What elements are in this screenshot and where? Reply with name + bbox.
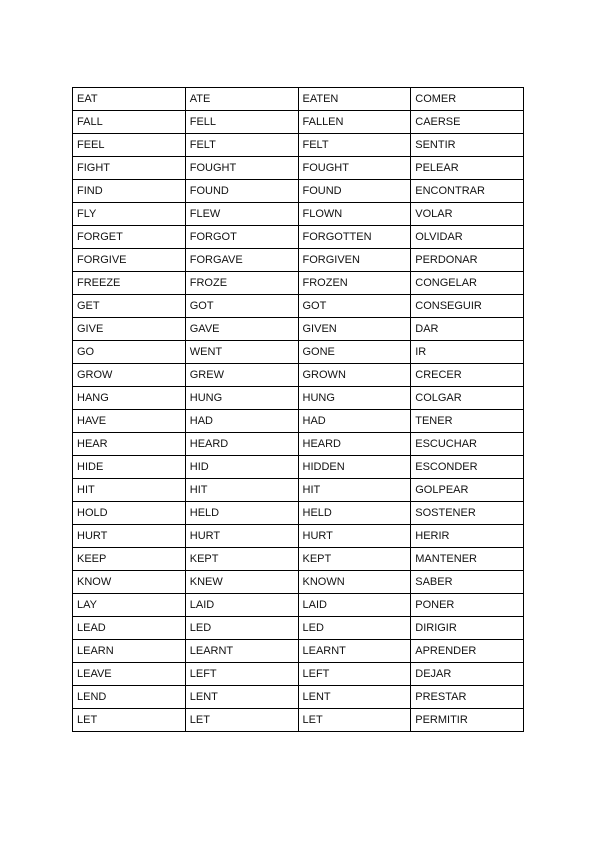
spanish-translation-cell: PRESTAR <box>411 686 524 709</box>
table-body <box>73 88 524 732</box>
past-simple-cell: FROZE <box>185 272 298 295</box>
base-form-cell: FEEL <box>73 134 186 157</box>
past-simple-cell: HID <box>185 456 298 479</box>
base-form-cell: GO <box>73 341 186 364</box>
past-participle-cell: FORGIVEN <box>298 249 411 272</box>
spanish-translation-cell: TENER <box>411 410 524 433</box>
spanish-translation-cell: CAERSE <box>411 111 524 134</box>
base-form-cell: HIDE <box>73 456 186 479</box>
base-form-cell: KNOW <box>73 571 186 594</box>
base-form-cell: HEAR <box>73 433 186 456</box>
spanish-translation-cell: OLVIDAR <box>411 226 524 249</box>
past-participle-cell: FOUND <box>298 180 411 203</box>
spanish-translation-cell: DIRIGIR <box>411 617 524 640</box>
base-form-cell: HOLD <box>73 502 186 525</box>
past-simple-cell: LET <box>185 709 298 732</box>
past-participle-cell: LAID <box>298 594 411 617</box>
past-simple-cell: LEARNT <box>185 640 298 663</box>
past-participle-cell: GIVEN <box>298 318 411 341</box>
base-form-cell: HURT <box>73 525 186 548</box>
base-form-cell: GROW <box>73 364 186 387</box>
table-row <box>73 387 524 410</box>
past-simple-cell: KNEW <box>185 571 298 594</box>
table-row <box>73 111 524 134</box>
past-participle-cell: LEARNT <box>298 640 411 663</box>
past-simple-cell: FELL <box>185 111 298 134</box>
past-simple-cell: HURT <box>185 525 298 548</box>
past-simple-cell: LAID <box>185 594 298 617</box>
past-participle-cell: FELT <box>298 134 411 157</box>
base-form-cell: LEND <box>73 686 186 709</box>
past-simple-cell: KEPT <box>185 548 298 571</box>
base-form-cell: FORGET <box>73 226 186 249</box>
table-row <box>73 525 524 548</box>
base-form-cell: GIVE <box>73 318 186 341</box>
past-participle-cell: LEFT <box>298 663 411 686</box>
spanish-translation-cell: MANTENER <box>411 548 524 571</box>
base-form-cell: FIND <box>73 180 186 203</box>
table-row <box>73 203 524 226</box>
table-row <box>73 157 524 180</box>
table-row <box>73 502 524 525</box>
spanish-translation-cell: GOLPEAR <box>411 479 524 502</box>
base-form-cell: FALL <box>73 111 186 134</box>
spanish-translation-cell: PELEAR <box>411 157 524 180</box>
spanish-translation-cell: COLGAR <box>411 387 524 410</box>
base-form-cell: FIGHT <box>73 157 186 180</box>
past-simple-cell: WENT <box>185 341 298 364</box>
past-participle-cell: HIDDEN <box>298 456 411 479</box>
base-form-cell: LEARN <box>73 640 186 663</box>
base-form-cell: LAY <box>73 594 186 617</box>
past-simple-cell: HEARD <box>185 433 298 456</box>
past-participle-cell: HELD <box>298 502 411 525</box>
past-participle-cell: HURT <box>298 525 411 548</box>
spanish-translation-cell: CRECER <box>411 364 524 387</box>
past-participle-cell: KNOWN <box>298 571 411 594</box>
past-simple-cell: FORGAVE <box>185 249 298 272</box>
table-row <box>73 479 524 502</box>
spanish-translation-cell: SABER <box>411 571 524 594</box>
past-participle-cell: KEPT <box>298 548 411 571</box>
table-row <box>73 640 524 663</box>
base-form-cell: FLY <box>73 203 186 226</box>
spanish-translation-cell: HERIR <box>411 525 524 548</box>
spanish-translation-cell: IR <box>411 341 524 364</box>
past-participle-cell: HAD <box>298 410 411 433</box>
spanish-translation-cell: ESCONDER <box>411 456 524 479</box>
table-row <box>73 571 524 594</box>
table-row <box>73 410 524 433</box>
spanish-translation-cell: CONSEGUIR <box>411 295 524 318</box>
base-form-cell: LET <box>73 709 186 732</box>
past-participle-cell: FLOWN <box>298 203 411 226</box>
base-form-cell: HANG <box>73 387 186 410</box>
table-row <box>73 318 524 341</box>
base-form-cell: GET <box>73 295 186 318</box>
base-form-cell: FREEZE <box>73 272 186 295</box>
base-form-cell: HIT <box>73 479 186 502</box>
past-participle-cell: LET <box>298 709 411 732</box>
past-participle-cell: HUNG <box>298 387 411 410</box>
table-row <box>73 272 524 295</box>
past-simple-cell: GOT <box>185 295 298 318</box>
spanish-translation-cell: COMER <box>411 88 524 111</box>
table-row <box>73 180 524 203</box>
base-form-cell: KEEP <box>73 548 186 571</box>
spanish-translation-cell: APRENDER <box>411 640 524 663</box>
past-participle-cell: GROWN <box>298 364 411 387</box>
spanish-translation-cell: CONGELAR <box>411 272 524 295</box>
past-simple-cell: FOUND <box>185 180 298 203</box>
past-simple-cell: FORGOT <box>185 226 298 249</box>
base-form-cell: EAT <box>73 88 186 111</box>
table-row <box>73 88 524 111</box>
table-row <box>73 617 524 640</box>
past-participle-cell: FALLEN <box>298 111 411 134</box>
past-simple-cell: FELT <box>185 134 298 157</box>
spanish-translation-cell: ENCONTRAR <box>411 180 524 203</box>
past-participle-cell: GOT <box>298 295 411 318</box>
past-participle-cell: FROZEN <box>298 272 411 295</box>
base-form-cell: HAVE <box>73 410 186 433</box>
past-simple-cell: ATE <box>185 88 298 111</box>
table-row <box>73 364 524 387</box>
table-row <box>73 249 524 272</box>
base-form-cell: FORGIVE <box>73 249 186 272</box>
past-simple-cell: HIT <box>185 479 298 502</box>
table-row <box>73 548 524 571</box>
past-participle-cell: LENT <box>298 686 411 709</box>
past-participle-cell: LED <box>298 617 411 640</box>
past-participle-cell: GONE <box>298 341 411 364</box>
spanish-translation-cell: DAR <box>411 318 524 341</box>
table-row <box>73 433 524 456</box>
past-simple-cell: FOUGHT <box>185 157 298 180</box>
past-simple-cell: HELD <box>185 502 298 525</box>
spanish-translation-cell: PONER <box>411 594 524 617</box>
table-row <box>73 594 524 617</box>
table-row <box>73 341 524 364</box>
irregular-verbs-table <box>72 87 524 732</box>
past-simple-cell: LENT <box>185 686 298 709</box>
spanish-translation-cell: PERDONAR <box>411 249 524 272</box>
table-row <box>73 663 524 686</box>
spanish-translation-cell: VOLAR <box>411 203 524 226</box>
past-simple-cell: HAD <box>185 410 298 433</box>
table-row <box>73 686 524 709</box>
past-simple-cell: LED <box>185 617 298 640</box>
base-form-cell: LEAD <box>73 617 186 640</box>
past-participle-cell: FOUGHT <box>298 157 411 180</box>
past-simple-cell: HUNG <box>185 387 298 410</box>
spanish-translation-cell: SENTIR <box>411 134 524 157</box>
table-row <box>73 134 524 157</box>
table-row <box>73 226 524 249</box>
past-simple-cell: GREW <box>185 364 298 387</box>
past-participle-cell: HEARD <box>298 433 411 456</box>
spanish-translation-cell: ESCUCHAR <box>411 433 524 456</box>
past-simple-cell: LEFT <box>185 663 298 686</box>
table-row <box>73 295 524 318</box>
table-row <box>73 709 524 732</box>
past-simple-cell: FLEW <box>185 203 298 226</box>
spanish-translation-cell: DEJAR <box>411 663 524 686</box>
table-row <box>73 456 524 479</box>
past-participle-cell: HIT <box>298 479 411 502</box>
past-participle-cell: EATEN <box>298 88 411 111</box>
base-form-cell: LEAVE <box>73 663 186 686</box>
spanish-translation-cell: PERMITIR <box>411 709 524 732</box>
past-simple-cell: GAVE <box>185 318 298 341</box>
past-participle-cell: FORGOTTEN <box>298 226 411 249</box>
spanish-translation-cell: SOSTENER <box>411 502 524 525</box>
